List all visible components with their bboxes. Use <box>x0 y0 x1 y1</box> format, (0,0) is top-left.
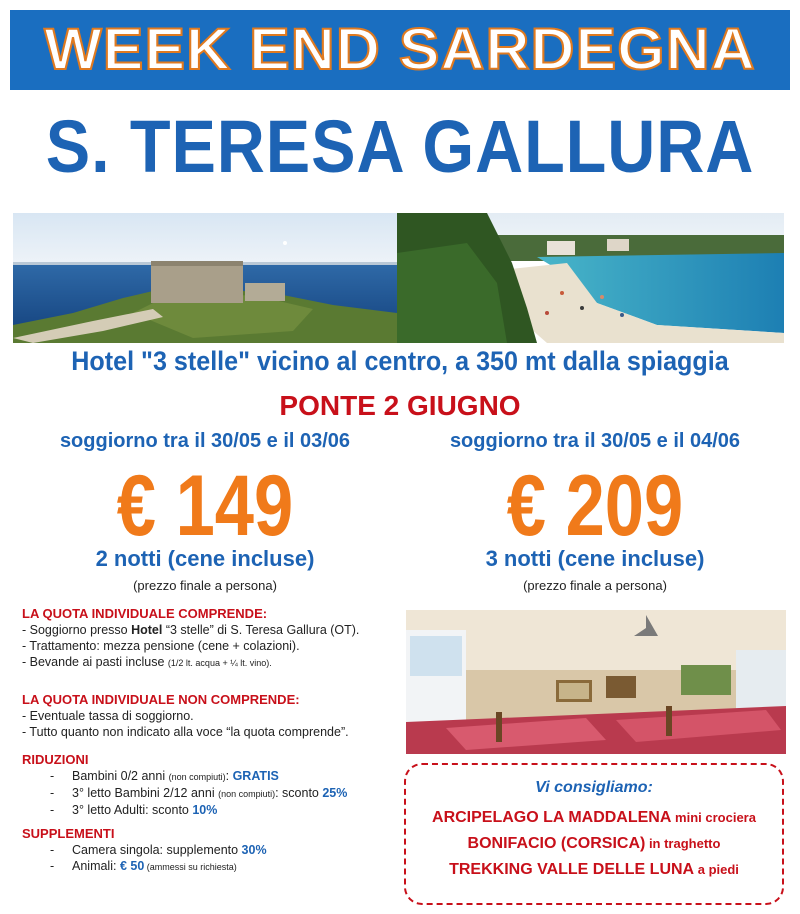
supplements-section <box>22 826 402 875</box>
supplements-heading: SUPPLEMENTI <box>22 826 115 841</box>
includes-heading: LA QUOTA INDIVIDUALE COMPRENDE: <box>22 606 268 621</box>
reductions-section <box>22 752 402 818</box>
reduction-item: - 3° letto Adulti: sconto 10% <box>50 803 218 817</box>
includes-section <box>22 606 402 671</box>
offer-price: € 209 <box>506 458 684 554</box>
beach-photo <box>397 213 784 343</box>
excludes-item: - Eventuale tassa di soggiorno. <box>22 709 194 723</box>
offer-price-note: (prezzo finale a persona) <box>133 578 277 593</box>
offer-price: € 149 <box>116 458 294 554</box>
recommendations-box <box>404 763 784 905</box>
reductions-heading: RIDUZIONI <box>22 752 89 767</box>
recommendation-item: TREKKING VALLE DELLE LUNA a piedi <box>449 861 739 878</box>
restaurant-photo <box>406 610 786 754</box>
tower-photo <box>13 213 397 343</box>
reduction-item: - Bambini 0/2 anni (non compiuti): GRATIS <box>50 769 279 783</box>
offer-price-note: (prezzo finale a persona) <box>523 578 667 593</box>
recommendations-title: Vi consigliamo: <box>535 779 653 796</box>
offer-nights: 2 notti (cene incluse) <box>95 546 315 571</box>
offer-nights: 3 notti (cene incluse) <box>485 546 705 571</box>
excludes-section <box>22 692 402 740</box>
includes-item: - Soggiorno presso Hotel “3 stelle” di S. Teresa Gallura (OT). <box>22 623 360 637</box>
excludes-heading: LA QUOTA INDIVIDUALE NON COMPRENDE: <box>22 692 300 707</box>
reduction-item: - 3° letto Bambini 2/12 anni (non compiuti): sconto 25% <box>50 786 348 800</box>
ponte-heading: PONTE 2 GIUGNO <box>279 390 521 421</box>
offer-period: soggiorno tra il 30/05 e il 03/06 <box>59 430 351 452</box>
recommendation-item: ARCIPELAGO LA MADDALENA mini crociera <box>432 809 756 826</box>
offer-period: soggiorno tra il 30/05 e il 04/06 <box>449 430 741 452</box>
banner-title: WEEK END SARDEGNA <box>44 17 756 82</box>
hotel-description: Hotel "3 stelle" vicino al centro, a 350 mt dalla spiaggia <box>71 346 729 376</box>
includes-item: - Trattamento: mezza pensione (cene + colazioni). <box>22 639 300 653</box>
supplement-item: - Camera singola: supplemento 30% <box>50 843 267 857</box>
supplement-item: - Animali: € 50 (ammessi su richiesta) <box>50 859 237 873</box>
title-banner <box>10 10 790 90</box>
destination-title: S. TERESA GALLURA <box>45 105 755 188</box>
excludes-item: - Tutto quanto non indicato alla voce “la quota comprende”. <box>22 725 349 739</box>
recommendation-item: BONIFACIO (CORSICA) in traghetto <box>467 835 721 852</box>
includes-item: - Bevande ai pasti incluse (1/2 lt. acqua + ¼ lt. vino). <box>22 655 272 669</box>
